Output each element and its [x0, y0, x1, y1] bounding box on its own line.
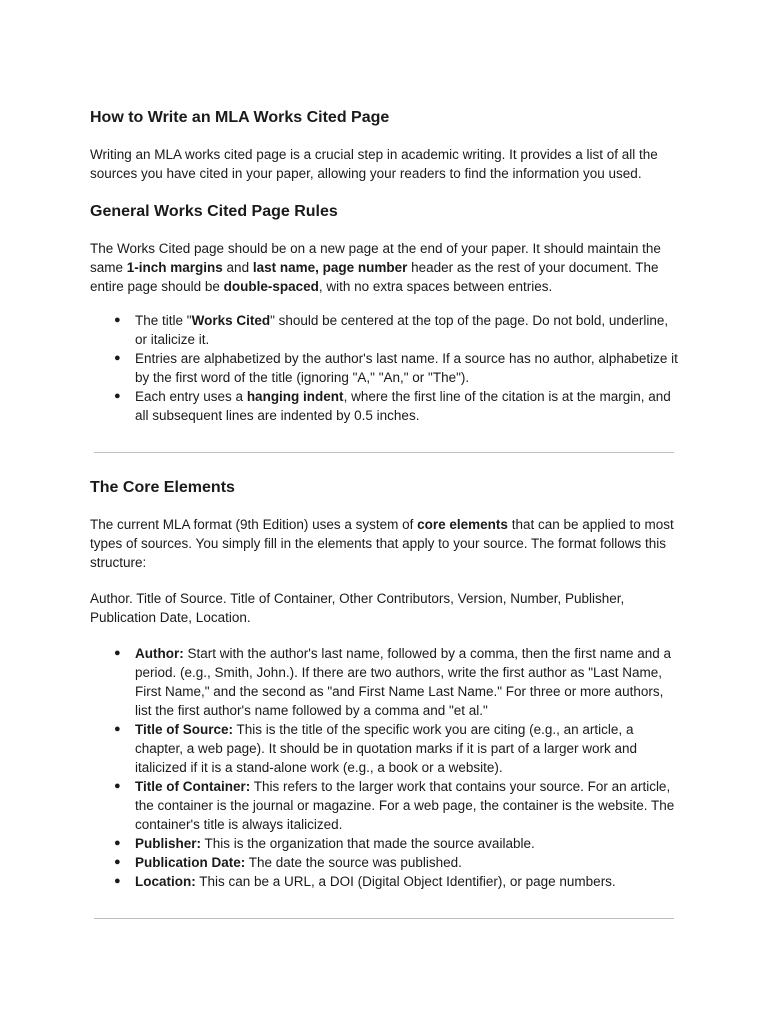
- page-title: How to Write an MLA Works Cited Page: [90, 109, 390, 126]
- core-item-label: Title of Container:: [135, 779, 251, 794]
- core-item-text: This is the organization that made the source available.: [201, 836, 535, 851]
- rules-text-4: , with no extra spaces between entries.: [318, 279, 553, 294]
- core-list-item: [90, 644, 680, 720]
- core-item-text: Start with the author's last name, followed by a comma, then the first name and a period. (e.g., Smith, John.). If there are two authors, write the first author as "Last Name, First Name," and the second as "and First Name Last Name." For three or more authors, list the first author's name followed by a comma and "et al.": [135, 646, 672, 718]
- rules-list-item: [90, 311, 680, 349]
- core-list-item: [90, 720, 680, 777]
- core-list-item: [90, 853, 680, 872]
- rule-bold: hanging indent: [246, 389, 344, 404]
- core-item-text: This can be a URL, a DOI (Digital Object Identifier), or page numbers.: [195, 874, 616, 889]
- rules-bold-header: last name, page number: [252, 260, 408, 275]
- rules-text-3: header as the rest of your document. The entire page should be: [90, 260, 659, 294]
- core-item-text: The date the source was published.: [245, 855, 462, 870]
- bullet-icon: ●: [114, 856, 121, 868]
- core-item-label: Publisher:: [135, 836, 202, 851]
- core-heading: The Core Elements: [90, 479, 235, 496]
- rules-text-1: The Works Cited page should be on a new page at the end of your paper. It should maintain the same: [90, 241, 661, 275]
- core-list-item: [90, 834, 680, 853]
- rule-bold: Works Cited: [191, 313, 271, 328]
- core-item-text: This is the title of the specific work you are citing (e.g., an article, a chapter, a web page). It should be in quotation marks if it is part of a larger work and italicized if it is a stand-alone work (e.g., a book or a website).: [135, 722, 638, 775]
- rules-list-item: [90, 387, 680, 425]
- core-list: [90, 644, 680, 891]
- bullet-icon: ●: [114, 314, 121, 326]
- core-bold: core elements: [417, 517, 508, 532]
- bullet-icon: ●: [114, 352, 121, 364]
- core-list-item: [90, 872, 680, 891]
- rules-list: [90, 311, 680, 425]
- section-divider: [94, 918, 674, 919]
- rule-text: Each entry uses a: [135, 389, 247, 404]
- core-list-item: [90, 777, 680, 834]
- bullet-icon: ●: [114, 390, 121, 402]
- rules-text-2: and: [222, 260, 253, 275]
- core-item-label: Author:: [135, 646, 184, 661]
- bullet-icon: ●: [114, 837, 121, 849]
- bullet-icon: ●: [114, 875, 121, 887]
- core-item-text: This refers to the larger work that contains your source. For an article, the container is the journal or magazine. For a web page, the container is the website. The container's title is always italicized.: [135, 779, 675, 832]
- core-text-1: The current MLA format (9th Edition) uses a system of: [90, 517, 418, 532]
- rule-text: " should be centered at the top of the page. Do not bold, underline, or italicize it.: [135, 313, 669, 347]
- rule-text: The title ": [135, 313, 192, 328]
- core-item-label: Title of Source:: [135, 722, 234, 737]
- rules-heading: General Works Cited Page Rules: [90, 203, 338, 220]
- document-page: [90, 108, 680, 919]
- core-item-label: Publication Date:: [135, 855, 246, 870]
- core-item-label: Location:: [135, 874, 196, 889]
- rules-bold-margins: 1-inch margins: [126, 260, 223, 275]
- core-paragraph: [90, 515, 680, 572]
- bullet-icon: ●: [114, 647, 121, 659]
- structure-paragraph: Author. Title of Source. Title of Container, Other Contributors, Version, Number, Publisher, Publication Date, Location.: [90, 591, 625, 625]
- core-text-2: that can be applied to most types of sources. You simply fill in the elements that apply to your source. The format follows this structure:: [90, 517, 674, 570]
- bullet-icon: ●: [114, 723, 121, 735]
- rule-text: Entries are alphabetized by the author's last name. If a source has no author, alphabetize it by the first word of the title (ignoring "A," "An," or "The").: [135, 351, 678, 385]
- rules-bold-spacing: double-spaced: [223, 279, 319, 294]
- section-divider: [94, 452, 674, 453]
- intro-paragraph: Writing an MLA works cited page is a crucial step in academic writing. It provides a list of all the sources you have cited in your paper, allowing your readers to find the information you used.: [90, 147, 658, 181]
- bullet-icon: ●: [114, 780, 121, 792]
- rules-list-item: [90, 349, 680, 387]
- rule-text: , where the first line of the citation is at the margin, and all subsequent lines are indented by 0.5 inches.: [135, 389, 671, 423]
- rules-paragraph: [90, 239, 680, 296]
